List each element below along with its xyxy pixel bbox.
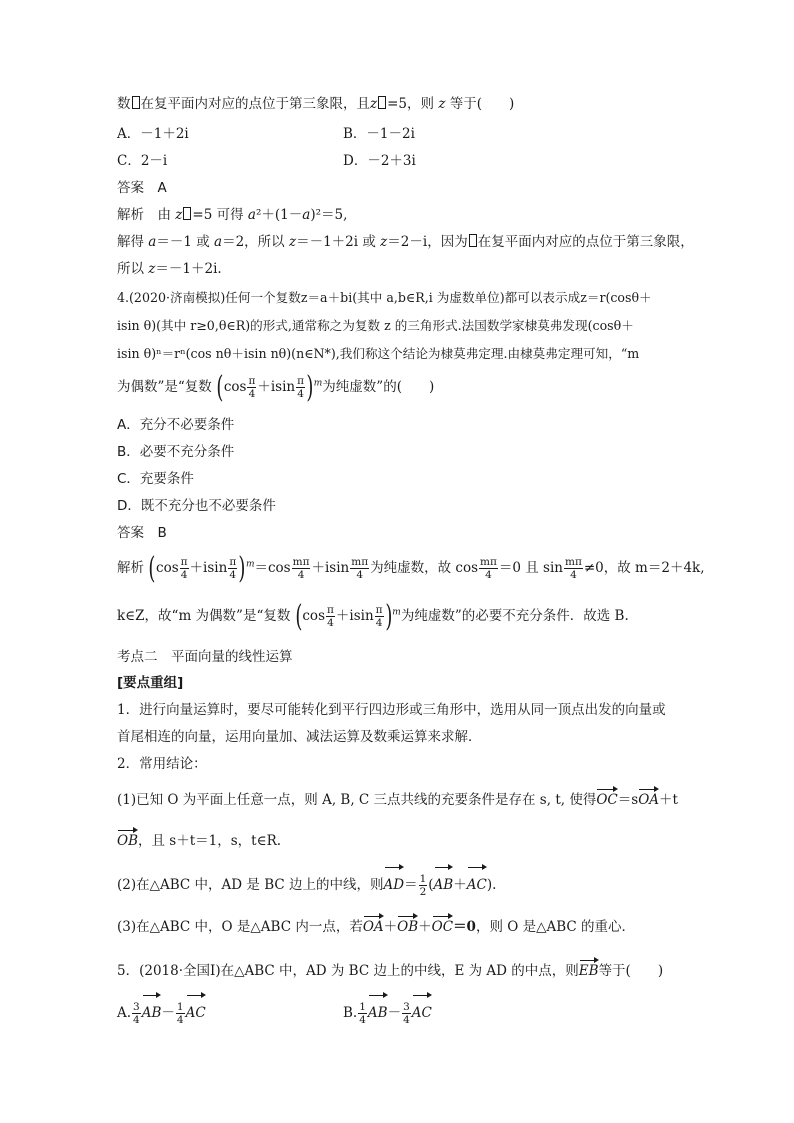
denominator: 4 — [485, 569, 492, 581]
vector-ac: AC — [467, 864, 487, 902]
text: 为纯虚数”的( ) — [322, 379, 435, 395]
text: 等于( ) — [598, 963, 664, 979]
text: ＝0 — [453, 919, 476, 935]
q4-option-c: C．充要条件 — [117, 471, 194, 487]
conclusion-line: 所以 z＝－1＋2i. — [117, 261, 222, 277]
text: ＝－1＋2i. — [155, 261, 222, 277]
text: =5，则 — [387, 96, 435, 112]
numerator: 3 — [403, 1001, 410, 1013]
denominator: 4 — [297, 388, 304, 400]
vector-ab: AB — [142, 992, 162, 1030]
text: 解析 — [117, 560, 144, 576]
numerator: π — [180, 556, 188, 568]
q5-option-b — [343, 992, 432, 1030]
key-points-tag: [要点重组] — [117, 675, 184, 691]
denominator: 4 — [356, 569, 363, 581]
text: ＝ — [404, 877, 418, 893]
text: ＝cos — [254, 560, 291, 576]
numerator: π — [375, 604, 383, 616]
vector-ac: AC — [186, 992, 206, 1030]
conclusion-1-line-1 — [117, 786, 678, 810]
text: (2)在△ABC 中，AD 是 BC 边上的中线，则 — [117, 877, 384, 893]
q5-option-a — [117, 992, 206, 1030]
text: ＋ — [453, 877, 467, 893]
text: 数 — [117, 96, 131, 112]
vector-ab: AB — [434, 864, 454, 902]
numerator: mπ — [292, 556, 310, 568]
denominator: 4 — [248, 388, 256, 400]
numerator: π — [297, 375, 305, 387]
text: ＋(1－ — [261, 207, 303, 223]
vector-eb: EB — [579, 957, 599, 981]
q4-option-d: D．既不充分也不必要条件 — [117, 498, 276, 514]
text: ≠0，故 m＝2＋4k, — [583, 560, 705, 576]
numerator: π — [327, 604, 334, 616]
fraction — [180, 556, 189, 581]
numerator: mπ — [480, 556, 497, 568]
numerator: 1 — [176, 1001, 184, 1013]
placeholder-box — [132, 96, 140, 109]
point-2: 2．常用结论： — [117, 756, 207, 772]
text: ＝2，所以 — [222, 234, 285, 250]
q4-stem-line-2: isin θ)(其中 r≥0,θ∈R)的形式,通常称之为复数 z 的三角形式.法国数学家棣莫弗发现(cosθ＋ — [117, 318, 634, 333]
text: ＋isin — [189, 560, 228, 576]
q4-stem-line-1: 4.(2020·济南模拟)任何一个复数z＝a＋bi(其中 a,b∈R,i 为虚数单位)都可以表示成z＝r(cosθ＋ — [117, 290, 652, 305]
point-1-line-2: 首尾相连的向量，运用向量加、减法运算及数乘运算来求解． — [117, 729, 482, 745]
text: ，则 O 是△ABC 的重心． — [475, 919, 636, 935]
text: cos — [223, 379, 247, 395]
placeholder-box — [469, 234, 477, 247]
fraction — [564, 556, 583, 581]
denominator: 4 — [359, 1014, 366, 1026]
fraction — [402, 1001, 411, 1026]
denominator: 4 — [403, 1014, 410, 1026]
vector-ac: AC — [412, 992, 432, 1030]
text: ＝0 且 sin — [498, 560, 563, 576]
text: )²＝5, — [310, 207, 348, 223]
text: ＝s — [617, 792, 639, 808]
paren-close: ) — [306, 369, 314, 405]
q4-analysis-line-2: k∈Z，故“m 为偶数”是“复数 (cos $\frac{\pi}{4}$ ＋isin $\frac{\pi}{4}$ )$^m$为纯虚数”的必要不充分条件．故选 B. — [117, 598, 629, 634]
q4-stem-line-4 — [117, 370, 434, 404]
paren-close: ) — [238, 550, 246, 586]
vector-oc: OC — [596, 786, 617, 810]
q4-stem-line-3: isin θ)ⁿ＝rⁿ(cos nθ＋isin nθ)(n∈N*),我们称这个结论为棣莫弗定理.由棣莫弗定理可知，“m — [117, 346, 640, 361]
numerator: 3 — [133, 1001, 140, 1013]
q4-answer: 答案 B — [117, 525, 167, 541]
fraction — [132, 1001, 141, 1026]
section-title: 考点二 平面向量的线性运算 — [117, 649, 293, 665]
text: － — [387, 1005, 402, 1021]
text: ＋isin — [335, 608, 374, 624]
fraction — [375, 604, 384, 629]
denominator: 4 — [176, 1014, 184, 1026]
numerator: 1 — [359, 1001, 366, 1013]
solve-line: 解得 a＝－1 或 a＝2，所以 z＝－1＋2i 或 z＝2－i，因为 在复平面内对应的点位于第三象限， — [117, 234, 694, 250]
text: ＝－1＋2i 或 — [296, 234, 376, 250]
denominator: 4 — [375, 617, 383, 629]
q4-option-a: A．充分不必要条件 — [117, 417, 235, 433]
fraction — [350, 556, 369, 581]
text: 等于( ) — [449, 96, 515, 112]
exponent: m — [313, 378, 323, 389]
fraction — [296, 375, 305, 400]
denominator: 4 — [180, 569, 188, 581]
fraction — [326, 604, 335, 629]
text: (1)已知 O 为平面上任意一点，则 A, B, C 三点共线的充要条件是存在 s, t, 使得 — [117, 792, 597, 808]
conclusion-2 — [117, 864, 496, 902]
option-c: C．2－i — [117, 153, 168, 169]
conclusion-3: (3)在△ABC 中，O 是△ABC 内一点，若OA＋OB＋OC＝0，则 O 是△ABC 的重心． — [117, 913, 635, 937]
text: ＝2－i，因为 — [387, 234, 468, 250]
paren-close: ) — [384, 598, 392, 634]
intro-line: 数 在复平面内对应的点位于第三象限，且z =5，则 z 等于( ) — [117, 96, 515, 112]
fraction — [358, 1001, 367, 1026]
text: ＝－1 或 — [156, 234, 210, 250]
answer-line: 答案 A — [117, 180, 167, 196]
denominator: 4 — [133, 1014, 140, 1026]
text: ，且 s＋t＝1，s，t∈R. — [138, 833, 282, 849]
text: 解得 — [117, 234, 144, 250]
fraction — [247, 375, 256, 400]
text: － — [161, 1005, 175, 1021]
conclusion-1-line-2 — [117, 827, 281, 851]
numerator: 1 — [419, 873, 427, 885]
text: 解析 由 — [117, 207, 171, 223]
text: ). — [486, 877, 497, 893]
text: ( — [428, 877, 434, 893]
text: 所以 — [117, 261, 144, 277]
vector-oa: OA — [638, 786, 659, 810]
placeholder-box — [183, 207, 191, 220]
placeholder-box — [378, 96, 386, 109]
text: 为纯虚数”的必要不充分条件．故选 B. — [400, 608, 629, 624]
analysis-line: 解析 由 z =5 可得 a²＋(1－a)²＝5, — [117, 207, 348, 223]
text: ＋t — [659, 792, 678, 808]
fraction — [292, 556, 311, 581]
option-a: A．－1＋2i — [117, 126, 189, 142]
fraction — [228, 556, 237, 581]
paren-open: ( — [295, 598, 303, 634]
vector-oc: OC — [432, 913, 453, 937]
text: 为纯虚数，故 cos — [370, 560, 479, 576]
vector-ad: AD — [384, 864, 405, 902]
q4-analysis-line-1: 解析 (cos $\frac{\pi}{4}$ ＋isin $\frac{\pi}{4}$ )$^m$＝cos $\frac{m\pi}{4}$ ＋isin $\frac{m\pi}{4}$ 为纯虚数，故 cos $\frac{m\pi}{4}$ ＝0 且 sin $\frac{m\pi}{4}$ ≠0，故 m＝2＋4k, — [117, 550, 705, 586]
numerator: mπ — [351, 556, 369, 568]
vector-ob: OB — [397, 913, 418, 937]
fraction — [479, 556, 498, 581]
text: k∈Z，故“m 为偶数”是“复数 — [117, 608, 291, 624]
numerator: mπ — [565, 556, 582, 568]
denominator: 4 — [297, 569, 305, 581]
numerator: π — [248, 375, 256, 387]
denominator: 4 — [327, 617, 334, 629]
denominator: 2 — [419, 886, 427, 898]
paren-open: ( — [216, 369, 224, 405]
text: (3)在△ABC 中，O 是△ABC 内一点，若 — [117, 919, 363, 935]
option-d: D．－2＋3i — [343, 153, 416, 169]
text: =5 可得 — [192, 207, 244, 223]
text: 在复平面内对应的点位于第三象限， — [477, 234, 694, 250]
text: 5．(2018·全国Ⅰ)在△ABC 中，AD 为 BC 边上的中线，E 为 AD 的中点，则 — [117, 963, 579, 979]
text: 为偶数”是“复数 — [117, 379, 212, 395]
vector-oa: OA — [363, 913, 384, 937]
text: 在复平面内对应的点位于第三象限，且 — [140, 96, 370, 112]
denominator: 4 — [570, 569, 577, 581]
q4-option-b: B．必要不充分条件 — [117, 444, 235, 460]
point-1-line-1: 1．进行向量运算时，要尽可能转化到平行四边形或三角形中，选用从同一顶点出发的向量或 — [117, 702, 666, 718]
text: B. — [343, 1005, 358, 1021]
fraction — [176, 1001, 185, 1026]
paren-open: ( — [148, 550, 156, 586]
text: ＋isin — [311, 560, 350, 576]
fraction-half — [419, 873, 428, 898]
vector-ob: OB — [117, 827, 138, 851]
exponent: m — [392, 607, 401, 618]
text: A. — [117, 1005, 132, 1021]
text: ＋isin — [257, 379, 296, 395]
q5-stem — [117, 957, 663, 981]
vector-ab: AB — [368, 992, 388, 1030]
numerator: π — [229, 556, 237, 568]
exponent: m — [245, 559, 255, 570]
option-b: B．－1－2i — [343, 126, 415, 142]
denominator: 4 — [229, 569, 237, 581]
